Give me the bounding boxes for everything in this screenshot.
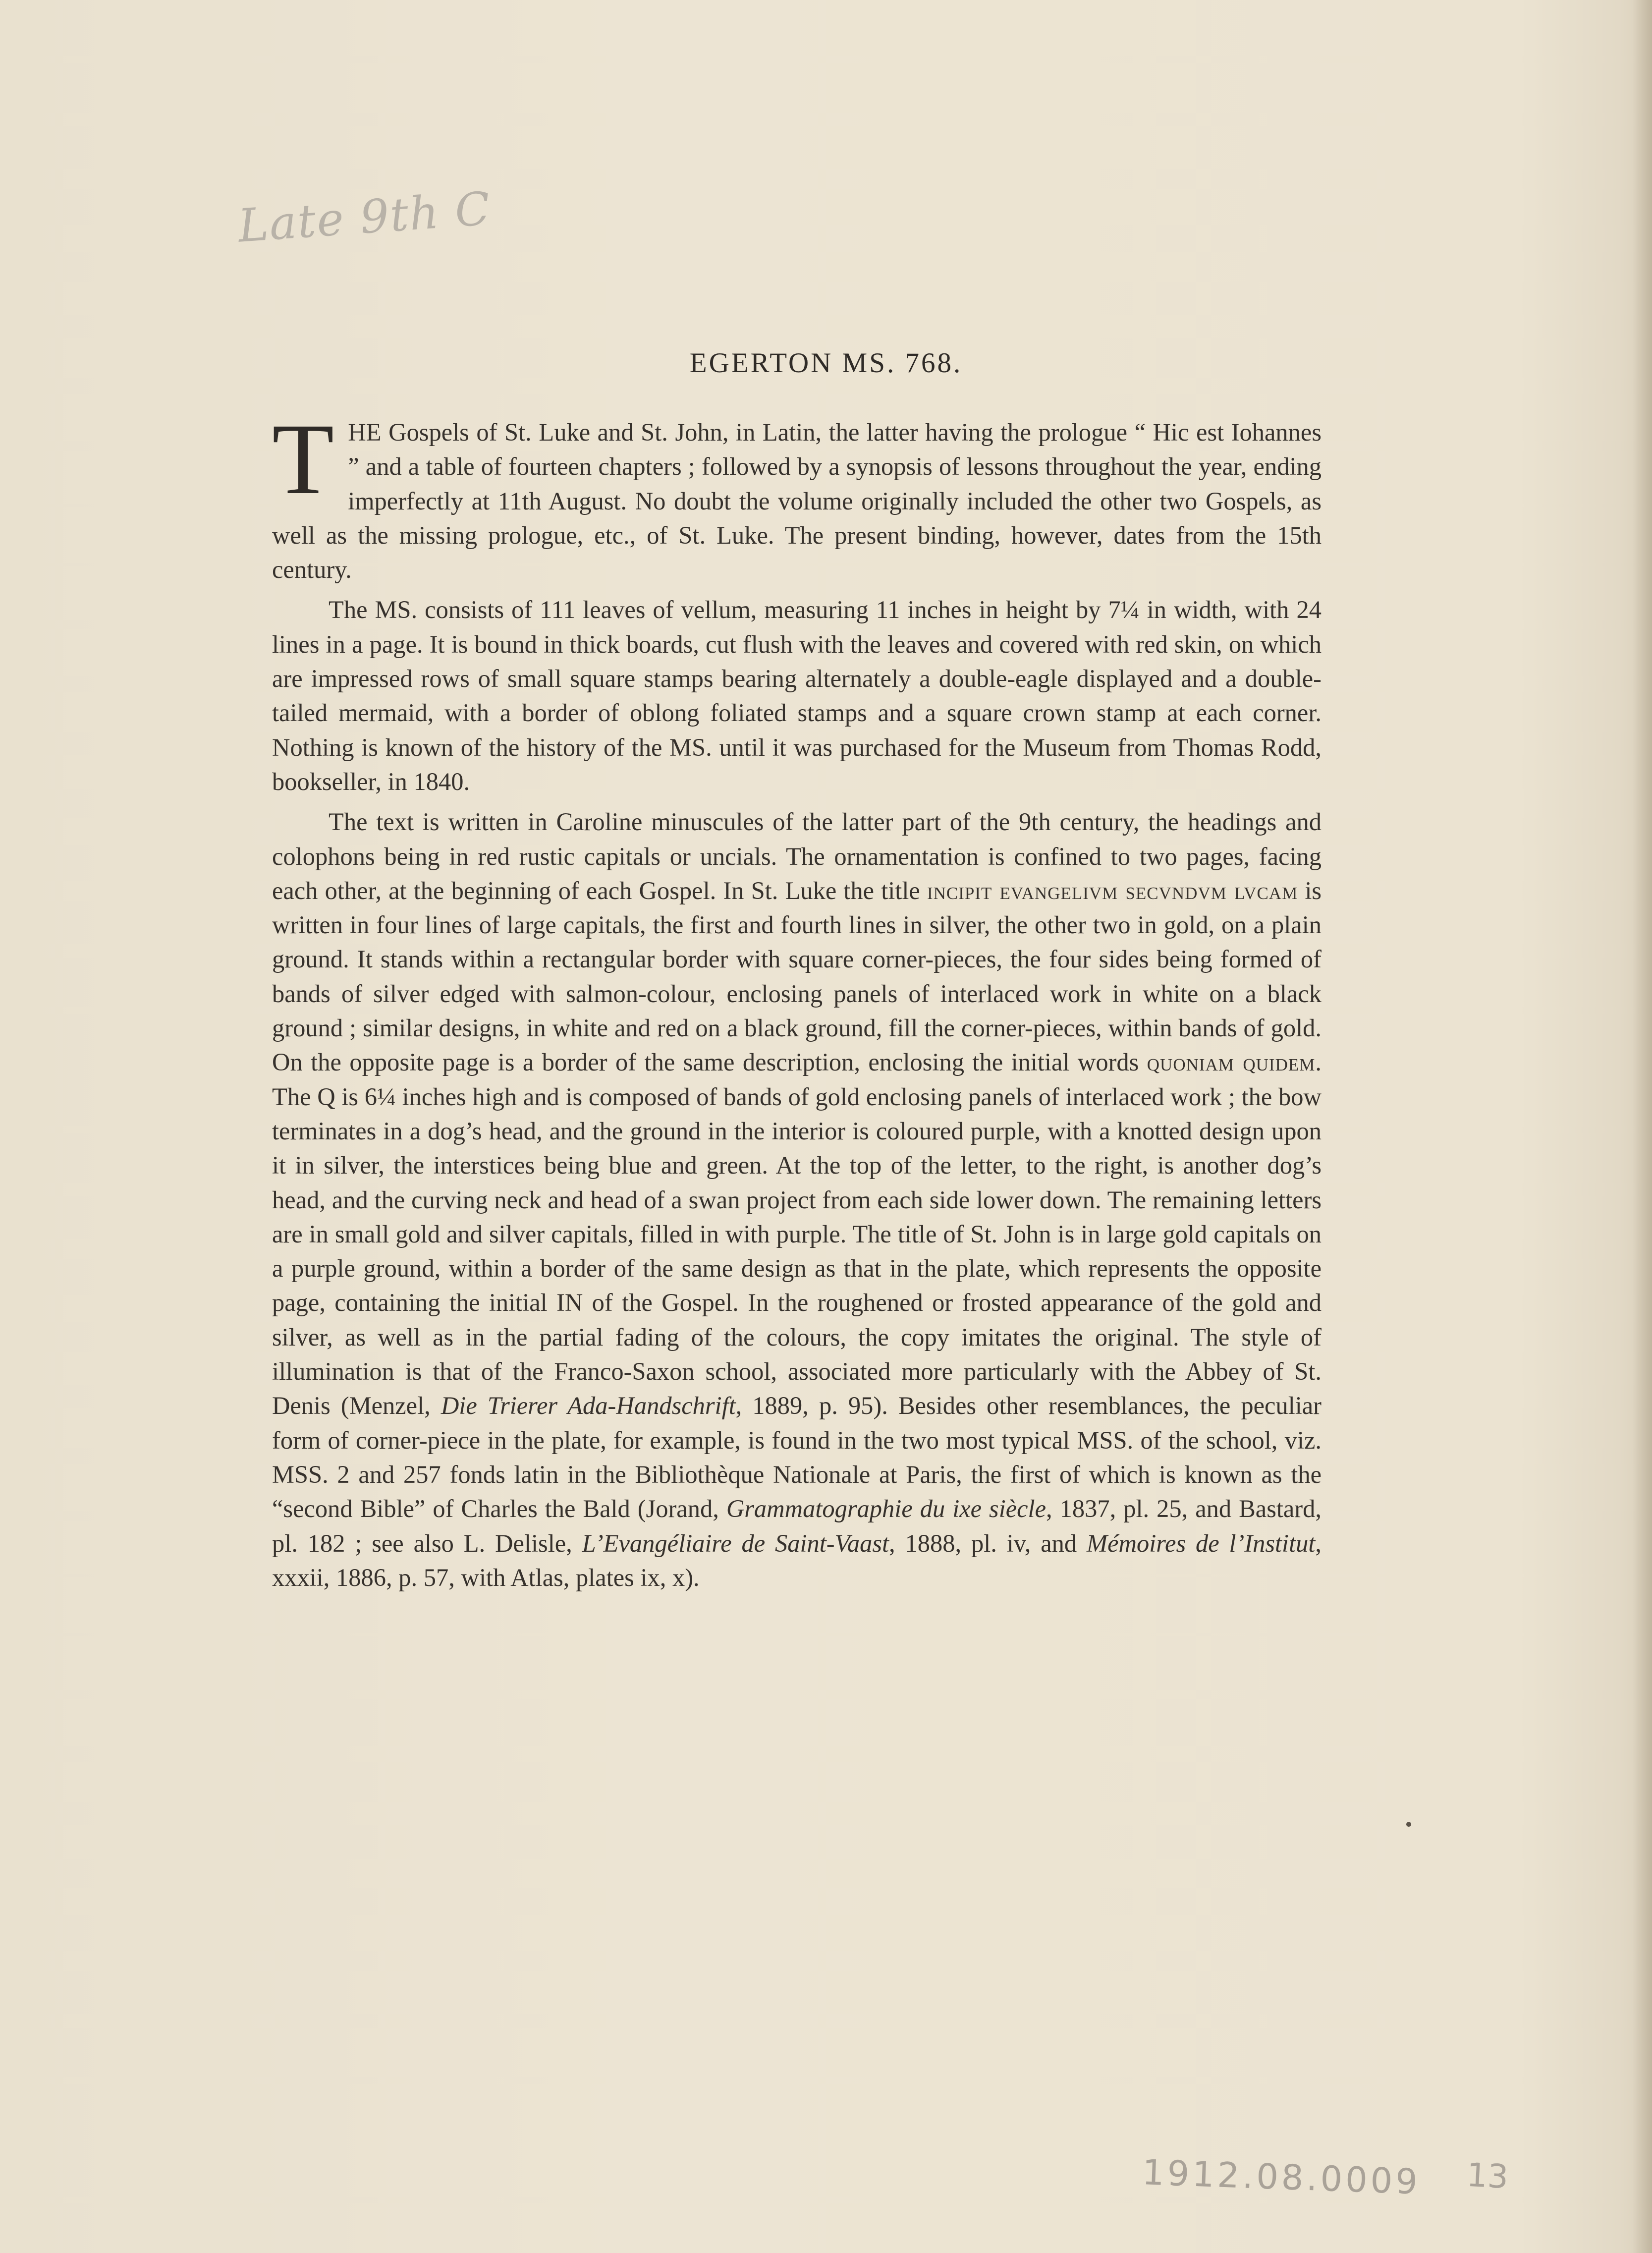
pencil-annotation: Late 9th C: [236, 182, 493, 253]
page-number: 13: [1466, 2155, 1509, 2197]
incipit-title: incipit evangelivm secvndvm lvcam: [927, 876, 1298, 904]
menzel-title: Die Trierer Ada-Handschrift: [441, 1392, 736, 1420]
ink-speck: [1406, 1822, 1411, 1827]
paragraph-1: [272, 403, 1322, 587]
para3-segment-4: , 1889, p. 95). Besides other resemblances, the peculiar form of corner-piece in the plate, for example, is found in the two most typical MSS. of the school, viz. MSS. 2 and 257 fonds latin in the Bibliothèque Nationale at Paris, the first of which is known as the “second Bible” of Charles the Bald (Jorand,: [272, 1392, 1322, 1523]
page-edge-shadow: [1632, 0, 1652, 2253]
paragraph-3: [272, 805, 1322, 1595]
para3-segment-6: , 1888, pl. iv, and: [889, 1529, 1077, 1557]
delisle-title: L’Evangéliaire de Saint-Vaast: [582, 1529, 889, 1557]
paragraph-2: The MS. consists of 111 leaves of vellum, measuring 11 inches in height by 7¼ in width, with 24 lines in a page. It is bound in thick boards, cut flush with the leaves and covered with red skin, on which are impressed rows of small square stamps bearing alternately a double-eagle displayed and a double-tailed mermaid, with a border of oblong foliated stamps and a square crown stamp at each corner. Nothing is known of the history of the MS. until it was purchased for the Museum from Thomas Rodd, bookseller, in 1840.: [272, 596, 1322, 795]
para3-segment-7: , xxxii, 1886, p. 57, with Atlas, plates ix, x).: [272, 1529, 1322, 1591]
accession-number: 1912.08.0009: [1141, 2152, 1422, 2202]
body-text: [272, 403, 1322, 1595]
para3-segment-5: , 1837, pl. 25, and Bastard, pl. 182 ; see also L. Delisle,: [272, 1495, 1322, 1557]
para3-segment-3: . The Q is 6¼ inches high and is composed of bands of gold enclosing panels of interlaced work ; the bow terminates in a dog’s head, and the ground in the interior is coloured purple, with a knotted design upon it in silver, the interstices being blue and green. At the top of the letter, to the right, is another dog’s head, and the curving neck and head of a swan project from each side lower down. The remaining letters are in small gold and silver capitals, filled in with purple. The title of St. John is in large gold capitals on a purple ground, within a border of the same design as that in the plate, which represents the opposite page, containing the initial IN of the Gospel. In the roughened or frosted appearance of the gold and silver, as well as in the partial fading of the colours, the copy imitates the original. The style of illumination is that of the Franco-Saxon school, associated more particularly with the Abbey of St. Denis (Menzel,: [272, 1048, 1322, 1420]
jorand-title: Grammatographie du ixe siècle: [726, 1495, 1046, 1523]
page-title: EGERTON MS. 768.: [689, 347, 963, 379]
drop-cap: T: [272, 403, 334, 515]
paragraph-1-text: HE Gospels of St. Luke and St. John, in Latin, the latter having the prologue “ Hic est Iohannes ” and a table of fourteen chapters ; followed by a synopsis of lessons throughout the year, ending imperfectly at 11th August. No doubt the volume originally included the other two Gospels, as well as the missing prologue, etc., of St. Luke. The present binding, however, dates from the 15th century.: [272, 418, 1322, 584]
para3-segment-1: The text is written in Caroline minuscules of the latter part of the 9th century, the headings and colophons being in red rustic capitals or uncials. The ornamentation is confined to two pages, facing each other, at the beginning of each Gospel. In St. Luke the title: [272, 808, 1322, 904]
memoires-title: Mémoires de l’Institut: [1087, 1529, 1316, 1557]
quoniam-quidem: quoniam quidem: [1147, 1048, 1316, 1076]
para3-segment-2: is written in four lines of large capitals, the first and fourth lines in silver, the other two in gold, on a plain ground. It stands within a rectangular border with square corner-pieces, the four sides being formed of bands of silver edged with salmon-colour, enclosing panels of interlaced work in white on a black ground ; similar designs, in white and red on a black ground, fill the corner-pieces, within bands of gold. On the opposite page is a border of the same description, enclosing the initial words: [272, 876, 1322, 1076]
